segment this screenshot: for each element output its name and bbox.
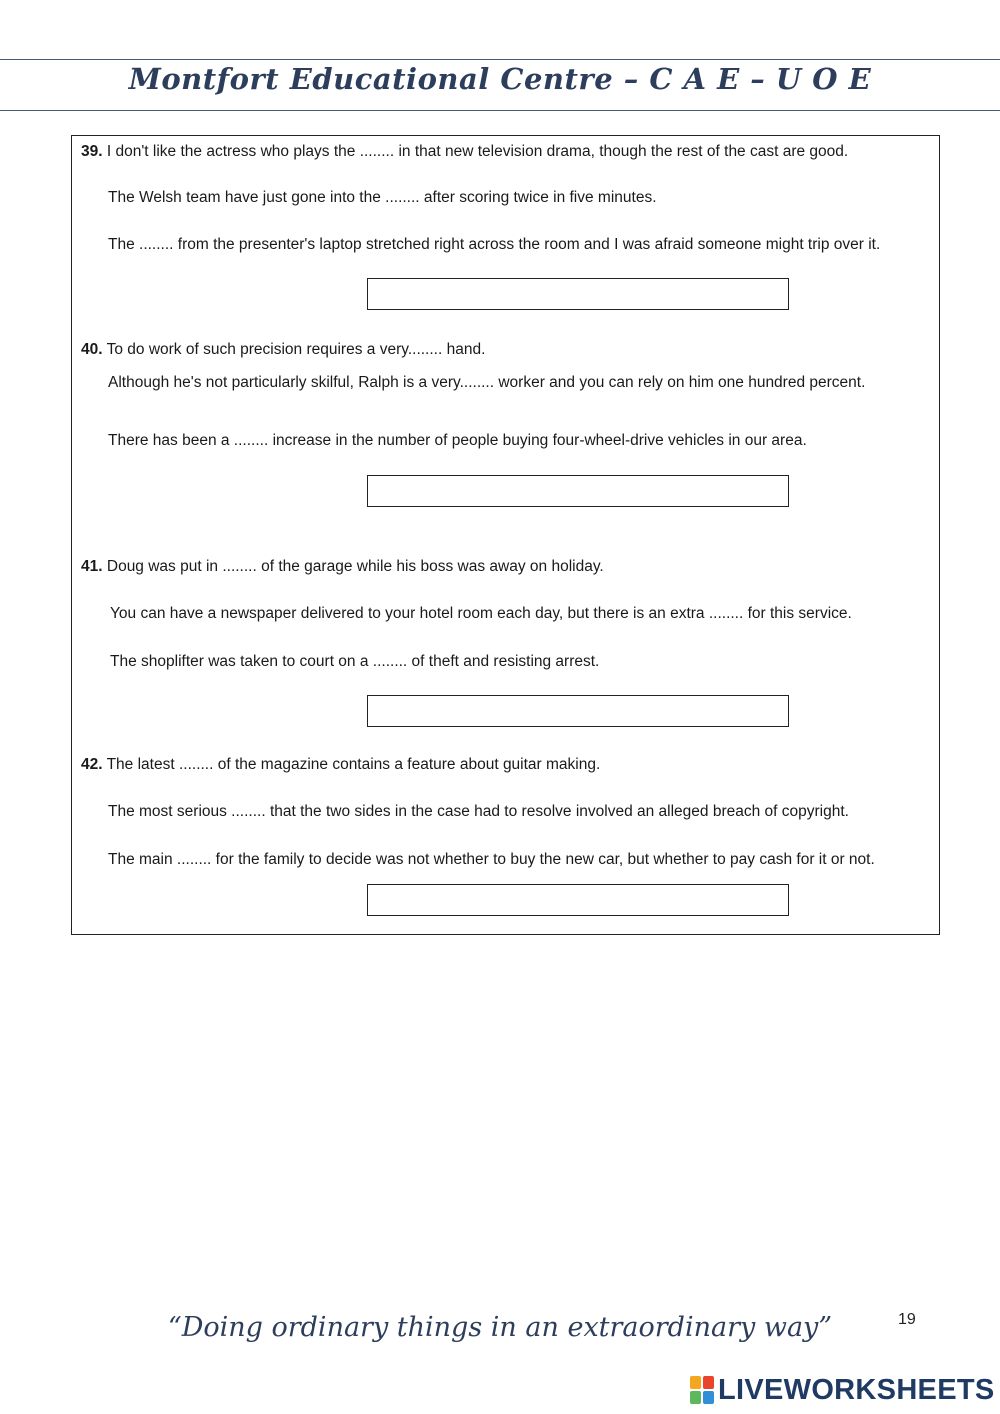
exercise-frame — [71, 135, 940, 935]
question-40-sentence-1 — [81, 338, 485, 361]
logo-tile — [690, 1391, 701, 1404]
liveworksheets-brand[interactable] — [690, 1373, 995, 1407]
question-42-sentence-1 — [81, 753, 600, 776]
question-40-sentence-3: There has been a ........ increase in the number of people buying four-wheel-drive vehicles in our area. — [108, 432, 807, 449]
question-41-sentence-1 — [81, 555, 604, 578]
question-39-sentence-1 — [81, 140, 848, 163]
sentence-text: To do work of such precision requires a very........ hand. — [106, 341, 486, 358]
liveworksheets-logo-icon — [690, 1376, 714, 1404]
logo-tile — [690, 1376, 701, 1389]
answer-input-40[interactable] — [367, 475, 789, 507]
logo-tile — [703, 1391, 714, 1404]
page-number: 19 — [898, 1311, 916, 1328]
answer-input-41[interactable] — [367, 695, 789, 727]
page-header-title: Montfort Educational Centre – C A E – U O E — [128, 62, 872, 96]
logo-tile — [703, 1376, 714, 1389]
sentence-text: Doug was put in ........ of the garage while his boss was away on holiday. — [106, 558, 604, 575]
question-number: 41. — [81, 558, 103, 575]
question-41-sentence-3: The shoplifter was taken to court on a ........ of theft and resisting arrest. — [110, 653, 600, 670]
question-number: 40. — [81, 341, 103, 358]
footer-motto: “Doing ordinary things in an extraordinary way” — [167, 1312, 833, 1343]
sentence-text: I don't like the actress who plays the ........ in that new television drama, though the rest of the cast are good. — [106, 143, 849, 160]
question-42-sentence-2: The most serious ........ that the two sides in the case had to resolve involved an alleged breach of copyright. — [108, 803, 849, 820]
question-40-sentence-2: Although he's not particularly skilful, Ralph is a very........ worker and you can rely on him one hundred percent. — [108, 374, 866, 391]
answer-input-39[interactable] — [367, 278, 789, 310]
question-39-sentence-2: The Welsh team have just gone into the ........ after scoring twice in five minutes. — [108, 189, 657, 206]
answer-input-42[interactable] — [367, 884, 789, 916]
question-39-sentence-3: The ........ from the presenter's laptop stretched right across the room and I was afraid someone might trip over it. — [108, 236, 881, 253]
question-41-sentence-2: You can have a newspaper delivered to your hotel room each day, but there is an extra ........ for this service. — [110, 605, 852, 622]
question-number: 42. — [81, 756, 103, 773]
header-bottom-rule — [0, 110, 1000, 111]
question-number: 39. — [81, 143, 103, 160]
brand-name: LIVEWORKSHEETS — [718, 1374, 995, 1406]
sentence-text: The latest ........ of the magazine contains a feature about guitar making. — [106, 756, 601, 773]
header-top-rule — [0, 59, 1000, 60]
question-42-sentence-3: The main ........ for the family to decide was not whether to buy the new car, but whether to pay cash for it or not. — [108, 851, 875, 868]
